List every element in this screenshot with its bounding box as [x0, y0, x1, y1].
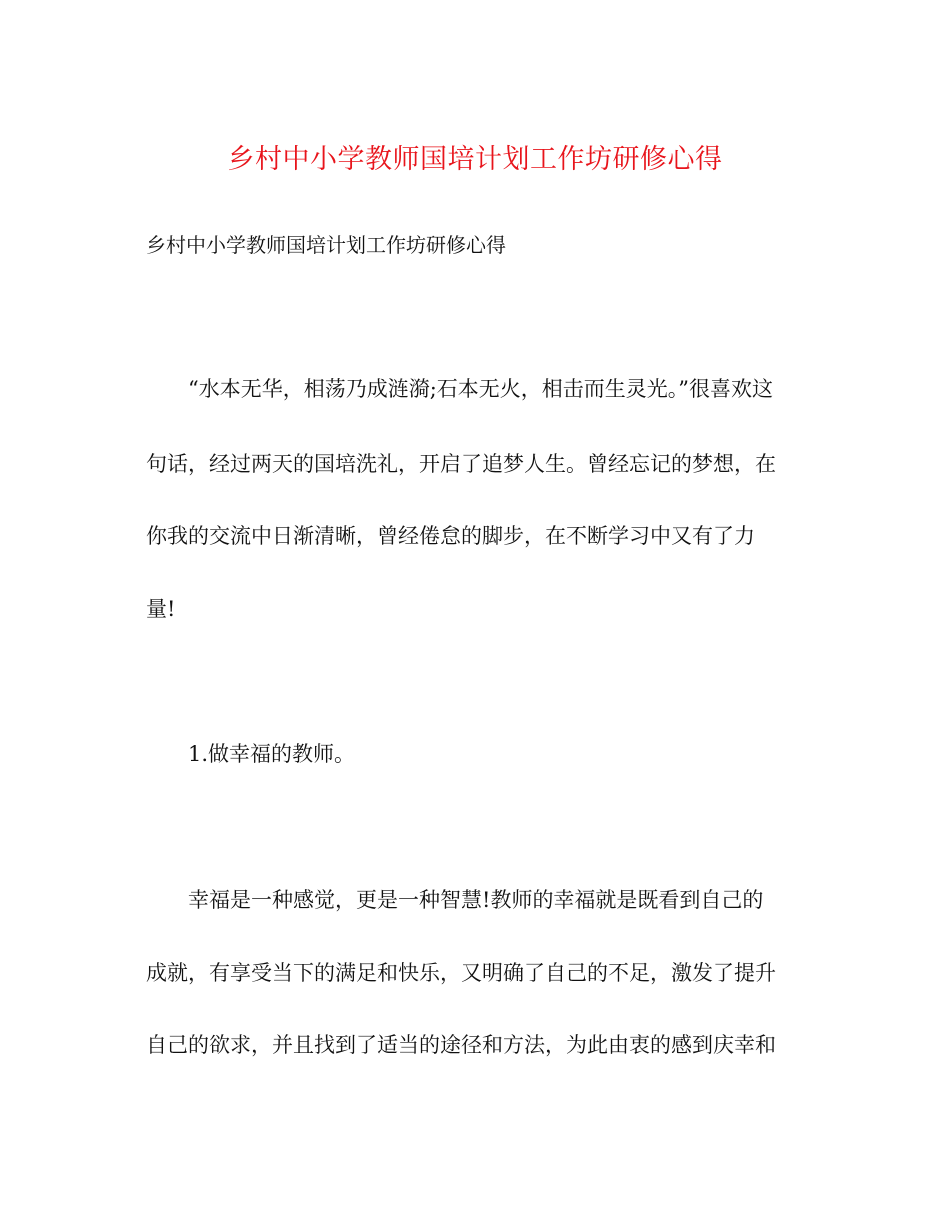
- paragraph-1-line-4: 量!: [146, 597, 176, 621]
- paragraph-1-line-1: “水本无华，相荡乃成涟漪;石本无火，相击而生灵光。”很喜欢这: [188, 377, 774, 401]
- section-heading-1: 1.做幸福的教师。: [188, 742, 356, 766]
- document-title: 乡村中小学教师国培计划工作坊研修心得: [227, 144, 723, 175]
- paragraph-2-line-1: 幸福是一种感觉，更是一种智慧!教师的幸福就是既看到自己的: [188, 888, 764, 912]
- paragraph-2-line-3: 自己的欲求，并且找到了适当的途径和方法，为此由衷的感到庆幸和: [146, 1033, 776, 1057]
- paragraph-1-line-3: 你我的交流中日渐清晰，曾经倦怠的脚步，在不断学习中又有了力: [146, 524, 755, 548]
- paragraph-2-line-2: 成就，有享受当下的满足和快乐，又明确了自己的不足，激发了提升: [146, 961, 776, 985]
- document-subtitle: 乡村中小学教师国培计划工作坊研修心得: [146, 233, 506, 257]
- paragraph-1-line-2: 句话，经过两天的国培洗礼，开启了追梦人生。曾经忘记的梦想，在: [146, 452, 776, 476]
